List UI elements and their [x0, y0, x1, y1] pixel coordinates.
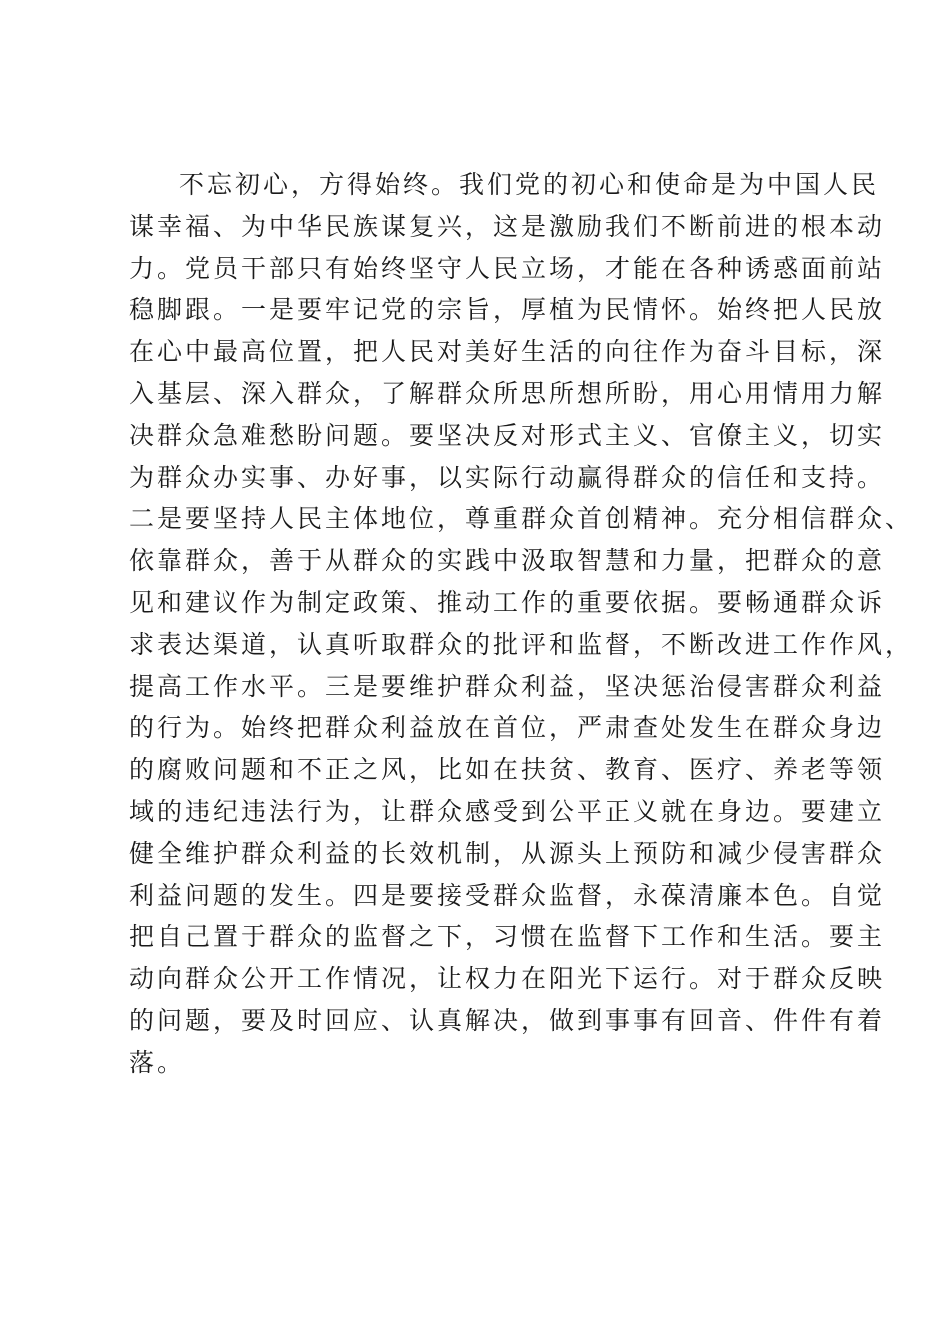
paragraph-line-3: 力。党员干部只有始终坚守人民立场，才能在各种诱惑面前站 — [129, 253, 886, 283]
paragraph-line-18: 利益问题的发生。四是要接受群众监督，永葆清廉本色。自觉 — [129, 880, 886, 910]
paragraph-line-19: 把自己置于群众的监督之下，习惯在监督下工作和生活。要主 — [129, 922, 886, 952]
paragraph-line-20: 动向群众公开工作情况，让权力在阳光下运行。对于群众反映 — [129, 964, 886, 994]
paragraph-line-15: 的腐败问题和不正之风，比如在扶贫、教育、医疗、养老等领 — [129, 755, 886, 785]
paragraph-line-13: 提高工作水平。三是要维护群众利益，坚决惩治侵害群众利益 — [129, 671, 886, 701]
paragraph-line-22: 落。 — [129, 1047, 186, 1077]
paragraph-line-9: 二是要坚持人民主体地位，尊重群众首创精神。充分相信群众、 — [129, 504, 914, 534]
paragraph-line-2: 谋幸福、为中华民族谋复兴，这是激励我们不断前进的根本动 — [129, 211, 886, 241]
paragraph-line-16: 域的违纪违法行为，让群众感受到公平正义就在身边。要建立 — [129, 796, 886, 826]
paragraph-line-4: 稳脚跟。一是要牢记党的宗旨，厚植为民情怀。始终把人民放 — [129, 295, 886, 325]
paragraph-line-5: 在心中最高位置，把人民对美好生活的向往作为奋斗目标，深 — [129, 337, 886, 367]
paragraph-line-21: 的问题，要及时回应、认真解决，做到事事有回音、件件有着 — [129, 1005, 886, 1035]
paragraph-line-1: 不忘初心，方得始终。我们党的初心和使命是为中国人民 — [179, 170, 880, 199]
paragraph-line-6: 入基层、深入群众，了解群众所思所想所盼，用心用情用力解 — [129, 378, 886, 408]
paragraph-line-10: 依靠群众，善于从群众的实践中汲取智慧和力量，把群众的意 — [129, 546, 886, 576]
paragraph-line-12: 求表达渠道，认真听取群众的批评和监督，不断改进工作作风， — [129, 629, 914, 659]
body-paragraph — [129, 164, 914, 1084]
paragraph-line-17: 健全维护群众利益的长效机制，从源头上预防和减少侵害群众 — [129, 838, 886, 868]
paragraph-line-7: 决群众急难愁盼问题。要坚决反对形式主义、官僚主义，切实 — [129, 420, 886, 450]
paragraph-line-11: 见和建议作为制定政策、推动工作的重要依据。要畅通群众诉 — [129, 587, 886, 617]
paragraph-line-14: 的行为。始终把群众利益放在首位，严肃查处发生在群众身边 — [129, 713, 886, 743]
paragraph-line-8: 为群众办实事、办好事，以实际行动赢得群众的信任和支持。 — [129, 462, 886, 492]
